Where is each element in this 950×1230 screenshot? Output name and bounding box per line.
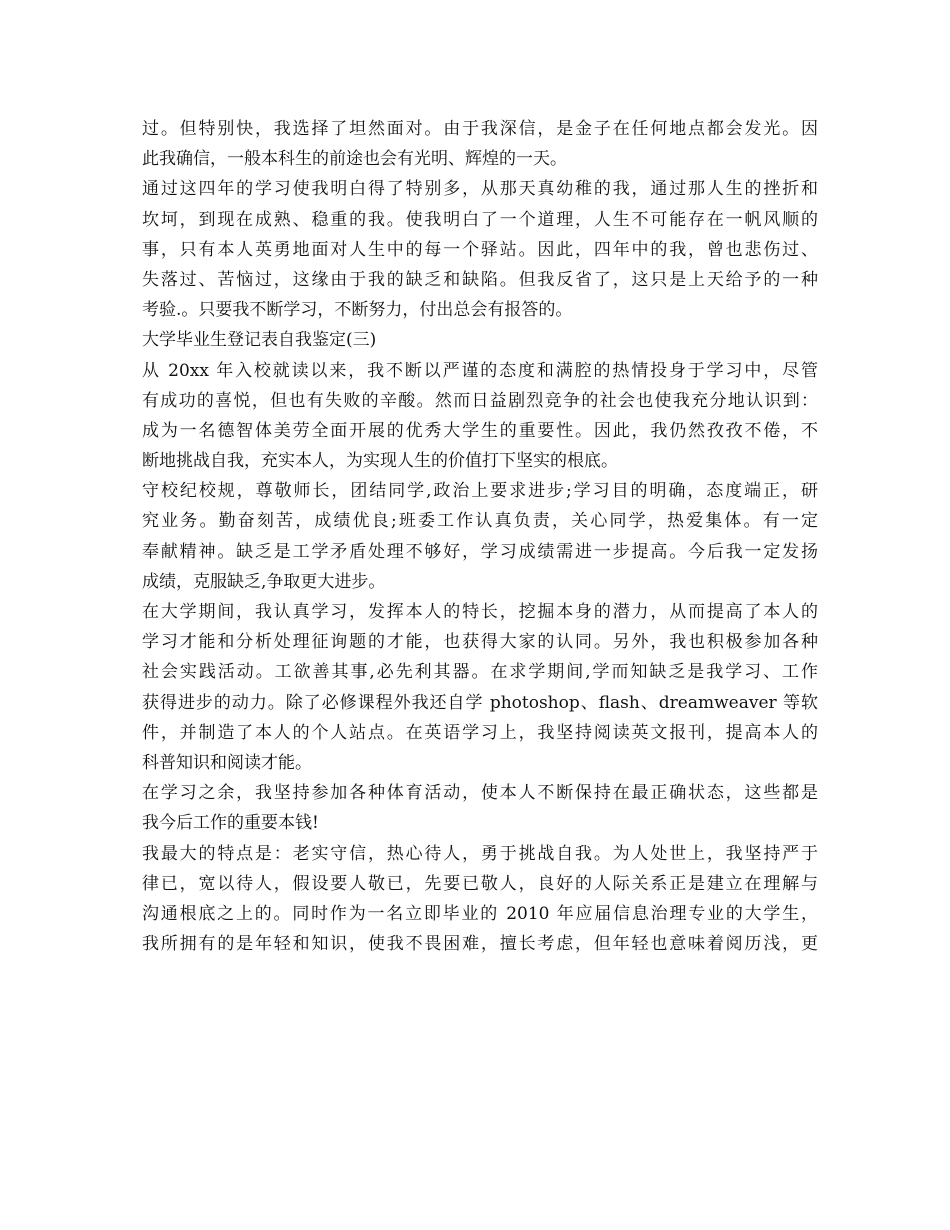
text-line: 考验.。只要我不断学习，不断努力，付出总会有报答的。 (142, 300, 573, 321)
text-line: 有成功的喜悦，但也有失败的辛酸。然而日益剧烈竞争的社会也使我充分地认识到： (142, 390, 818, 411)
text-line: 获得进步的动力。除了必修课程外我还自学 photoshop、flash、dreamweaver 等软 (142, 692, 818, 713)
text-line: 学习才能和分析处理征询题的才能，也获得大家的认同。另外，我也积极参加各种 (142, 632, 818, 653)
text-line: 此我确信，一般本科生的前途也会有光明、辉煌的一天。 (142, 149, 567, 170)
text-line: 究业务。勤奋刻苦，成绩优良;班委工作认真负责，关心同学，热爱集体。有一定 (142, 511, 818, 532)
text-line: 断地挑战自我，充实本人，为实现人生的价值打下坚实的根底。 (142, 451, 618, 472)
text-line: 在大学期间，我认真学习，发挥本人的特长，挖掘本身的潜力，从而提高了本人的 (142, 602, 818, 622)
text-line: 失落过、苦恼过，这缘由于我的缺乏和缺陷。但我反省了，这只是上天给予的一种 (142, 269, 818, 290)
text-line: 科普知识和阅读才能。 (142, 752, 312, 773)
text-line: 我所拥有的是年轻和知识，使我不畏困难，擅长考虑，但年轻也意味着阅历浅，更 (142, 934, 818, 955)
text-line: 通过这四年的学习使我明白得了特别多，从那天真幼稚的我，通过那人生的挫折和 (142, 179, 818, 200)
text-line: 在学习之余，我坚持参加各种体育活动，使本人不断保持在最正确状态，这些都是 (142, 783, 818, 804)
text-line: 守校纪校规，尊敬师长，团结同学,政治上要求进步;学习目的明确，态度端正，研 (142, 481, 818, 502)
text-line: 坎坷，到现在成熟、稳重的我。使我明白了一个道理，人生不可能存在一帆风顺的 (142, 209, 818, 230)
text-line: 成为一名德智体美劳全面开展的优秀大学生的重要性。因此，我仍然孜孜不倦，不 (142, 420, 818, 441)
text-line: 社会实践活动。工欲善其事,必先利其器。在求学期间,学而知缺乏是我学习、工作 (142, 662, 818, 683)
text-line: 律已，宽以待人，假设要人敬已，先要已敬人，良好的人际关系正是建立在理解与 (142, 873, 818, 894)
text-line: 奉献精神。缺乏是工学矛盾处理不够好，学习成绩需进一步提高。今后我一定发扬 (142, 541, 818, 562)
text-line: 我最大的特点是：老实守信，热心待人，勇于挑战自我。为人处世上，我坚持严于 (142, 843, 818, 864)
section-heading: 大学毕业生登记表自我鉴定(三) (142, 330, 377, 351)
text-line: 成绩，克服缺乏,争取更大进步。 (142, 571, 386, 592)
text-line: 沟通根底之上的。同时作为一名立即毕业的 2010 年应届信息治理专业的大学生， (142, 903, 818, 924)
text-line: 过。但特别快，我选择了坦然面对。由于我深信，是金子在任何地点都会发光。因 (142, 119, 818, 139)
text-line: 从 20xx 年入校就读以来，我不断以严谨的态度和满腔的热情投身于学习中，尽管 (142, 360, 818, 381)
document-body (142, 114, 818, 959)
text-line: 件，并制造了本人的个人站点。在英语学习上，我坚持阅读英文报刊，提高本人的 (142, 722, 818, 743)
text-line: 事，只有本人英勇地面对人生中的每一个驿站。因此，四年中的我，曾也悲伤过、 (142, 239, 818, 260)
text-line: 我今后工作的重要本钱! (142, 813, 319, 834)
